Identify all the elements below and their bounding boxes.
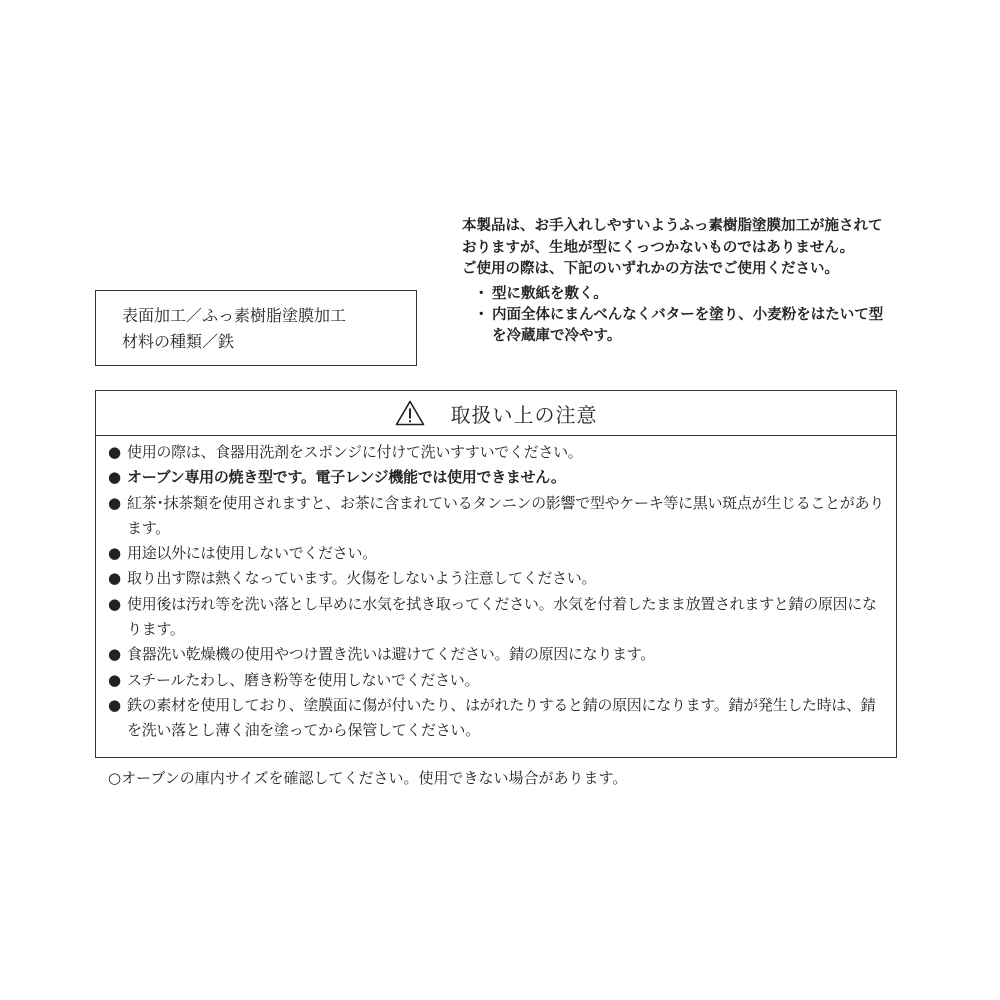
caution-item-emphasis: ● オーブン専用の焼き型です。電子レンジ機能では使用できません。 xyxy=(108,465,896,490)
caution-title: 取扱い上の注意 xyxy=(450,402,598,427)
caution-list xyxy=(96,436,896,744)
caution-box xyxy=(95,390,897,758)
caution-item: ● 使用後は汚れ等を洗い落とし早めに水気を拭き取ってください。水気を付着したまま放置されますと錆の原因になります。 xyxy=(108,592,896,643)
note-method-item: ・ 型に敷紙を敷く。 xyxy=(462,284,894,305)
caution-item: ● 取り出す際は熱くなっています。火傷をしないよう注意してください。 xyxy=(108,566,896,591)
caution-item: ● 食器洗い乾燥機の使用やつけ置き洗いは避けてください。錆の原因になります。 xyxy=(108,642,896,667)
caution-item: ● 使用の際は、食器用洗剤をスポンジに付けて洗いすすいでください。 xyxy=(108,440,896,465)
caution-item: ● 用途以外には使用しないでください。 xyxy=(108,541,896,566)
caution-item: ● 鉄の素材を使用しており、塗膜面に傷が付いたり、はがれたりすると錆の原因になります。錆が発生した時は、錆を洗い落とし薄く油を塗ってから保管してください。 xyxy=(108,693,896,744)
caution-item: ● スチールたわし、磨き粉等を使用しないでください。 xyxy=(108,668,896,693)
oven-size-note: ○ オーブンの庫内サイズを確認してください。使用できない場合があります。 xyxy=(108,767,627,789)
note-method-item: ・ 内面全体にまんべんなくバターを塗り、小麦粉をはたいて型を冷蔵庫で冷やす。 xyxy=(462,305,894,347)
caution-item: ● 紅茶･抹茶類を使用されますと、お茶に含まれているタンニンの影響で型やケーキ等に黒い斑点が生じることがあります。 xyxy=(108,491,896,542)
note-paragraph-2: ご使用の際は、下記のいずれかの方法でご使用ください。 xyxy=(462,261,839,277)
caution-header xyxy=(96,391,896,436)
product-note xyxy=(462,216,894,347)
warning-triangle-icon xyxy=(395,400,425,426)
spec-surface: 表面加工／ふっ素樹脂塗膜加工 xyxy=(122,306,347,325)
spec-box xyxy=(95,290,417,366)
note-paragraph-1: 本製品は、お手入れしやすいようふっ素樹脂塗膜加工が施されておりますが、生地が型にくっつかないものではありません。 xyxy=(462,218,883,256)
spec-material: 材料の種類／鉄 xyxy=(122,332,235,351)
note-method-list xyxy=(462,284,894,347)
